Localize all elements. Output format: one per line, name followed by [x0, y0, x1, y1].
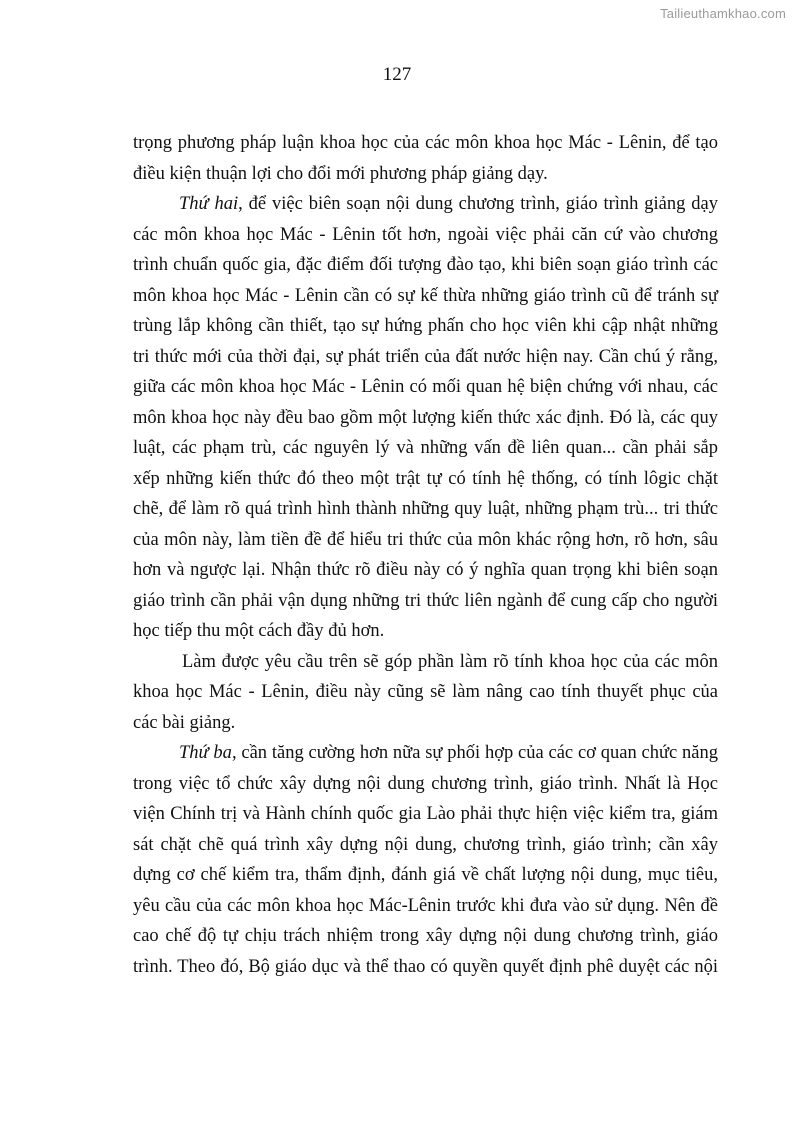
- text-line: trọng phương pháp luận khoa học của các môn khoa học Mác - Lênin, để tạo: [133, 133, 718, 153]
- text-line: tri thức mới của thời đại, sự phát triển của đất nước hiện nay. Cần chú ý rằng,: [133, 346, 718, 367]
- text-line: điều kiện thuận lợi cho đổi mới phương pháp giảng dạy.: [133, 163, 548, 184]
- text-line: khoa học Mác - Lênin, điều này cũng sẽ làm nâng cao tính thuyết phục của: [133, 682, 718, 702]
- text-line: học tiếp thu một cách đầy đủ hơn.: [133, 621, 385, 641]
- text-line: sát chặt chẽ quá trình xây dựng nội dung, chương trình, giáo trình; cần xây: [133, 834, 718, 855]
- text-line: các môn khoa học Mác - Lênin tốt hơn, ngoài việc phải căn cứ vào chương: [133, 224, 718, 245]
- text-line: luật, các phạm trù, các nguyên lý và những vấn đề liên quan... cần phải sắp: [133, 438, 718, 458]
- text-line: môn khoa học Mác - Lênin cần có sự kế thừa những giáo trình cũ để tránh sự: [133, 285, 718, 306]
- text-line: Làm được yêu cầu trên sẽ góp phần làm rõ tính khoa học của các môn: [182, 651, 718, 672]
- text-line: trình chuẩn quốc gia, đặc điểm đối tượng đào tạo, khi biên soạn giáo trình các: [133, 255, 718, 275]
- text-line: chẽ, để làm rõ quá trình hình thành những quy luật, những phạm trù... tri thức: [133, 499, 718, 519]
- lead-rest: , cần tăng cường hơn nữa sự phối hợp của các cơ quan chức năng: [231, 743, 718, 763]
- lead-italic: Thứ ba: [179, 743, 232, 763]
- page-number: 127: [382, 64, 412, 85]
- text-line: cao chế độ tự chịu trách nhiệm trong xây dựng nội dung chương trình, giáo: [133, 926, 718, 946]
- text-line: của môn này, làm tiền đề để hiểu tri thức của môn khác rộng hơn, rõ hơn, sâu: [133, 529, 718, 550]
- text-line: dựng cơ chế kiểm tra, thẩm định, đánh giá về chất lượng nội dung, mục tiêu,: [133, 865, 718, 885]
- lead-rest: , để việc biên soạn nội dung chương trình, giáo trình giảng dạy: [238, 194, 718, 214]
- text-line: [133, 738, 718, 769]
- text-line: yêu cầu của các môn khoa học Mác-Lênin trước khi đưa vào sử dụng. Nên đề: [133, 895, 718, 916]
- text-line: [133, 189, 718, 220]
- document-body: [133, 128, 718, 982]
- text-line: các bài giảng.: [133, 712, 236, 733]
- text-line: môn khoa học này đều bao gồm một lượng kiến thức xác định. Đó là, các quy: [133, 407, 718, 428]
- text-line: xếp những kiến thức đó theo một trật tự có tính hệ thống, có tính lôgic chặt: [133, 468, 718, 489]
- text-line: giữa các môn khoa học Mác - Lênin có mối quan hệ biện chứng với nhau, các: [133, 377, 718, 397]
- watermark: Tailieuthamkhao.com: [660, 6, 786, 21]
- text-line: trong việc tổ chức xây dựng nội dung chương trình, giáo trình. Nhất là Học: [133, 773, 718, 794]
- paragraph-1: [133, 128, 718, 189]
- paragraph-3: [133, 647, 718, 739]
- paragraph-4: [133, 738, 718, 982]
- text-line: giáo trình cần phải vận dụng những tri thức liên ngành để cung cấp cho người: [133, 590, 718, 611]
- lead-italic: Thứ hai: [179, 194, 239, 214]
- text-line: trình. Theo đó, Bộ giáo dục và thể thao có quyền quyết định phê duyệt các nội: [133, 956, 718, 977]
- text-line: trùng lắp không cần thiết, tạo sự hứng phấn cho học viên khi cập nhật những: [133, 316, 718, 336]
- text-line: hơn và ngược lại. Nhận thức rõ điều này có ý nghĩa quan trọng khi biên soạn: [133, 560, 718, 580]
- paragraph-2: [133, 189, 718, 647]
- text-line: viện Chính trị và Hành chính quốc gia Lào phải thực hiện việc kiểm tra, giám: [133, 804, 718, 824]
